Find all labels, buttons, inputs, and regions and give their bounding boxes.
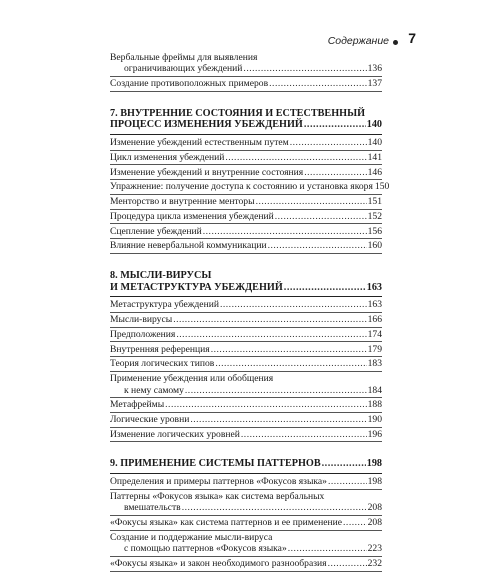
toc-line <box>110 476 382 487</box>
page-ref: 184 <box>367 384 382 396</box>
toc-line <box>110 167 382 178</box>
toc-line <box>110 344 382 355</box>
toc-entry[interactable] <box>110 167 382 178</box>
toc-entry[interactable] <box>110 181 390 193</box>
toc-entry[interactable] <box>110 78 382 89</box>
page-ref: 146 <box>367 166 382 178</box>
leader-dots <box>288 543 367 554</box>
page-ref: 198 <box>366 458 382 470</box>
toc-line <box>110 385 382 396</box>
page-ref: 141 <box>367 151 382 163</box>
leader-dots <box>322 458 366 470</box>
leader-dots <box>275 211 367 222</box>
chapter-heading[interactable] <box>110 270 382 293</box>
leader-dots <box>182 502 367 513</box>
entry-title-text: Менторство и внутренние менторы <box>110 196 255 208</box>
entry-rule <box>110 371 382 372</box>
toc-line <box>110 429 382 440</box>
entry-title-text: Паттерны «Фокусов языка» как система вербальных <box>110 490 325 502</box>
leader-dots <box>328 558 367 569</box>
entry-rule <box>110 515 382 516</box>
toc-entry[interactable] <box>110 491 382 514</box>
page-ref: 137 <box>367 78 382 90</box>
entry-title-text: к нему самому <box>124 384 184 396</box>
toc-line <box>110 358 382 369</box>
entry-rule <box>110 571 382 572</box>
toc-entry[interactable] <box>110 299 382 310</box>
leader-dots <box>220 299 367 310</box>
entry-title-text: Изменение логических уровней <box>110 428 240 440</box>
chapter-rule <box>110 296 382 297</box>
leader-dots <box>215 358 366 369</box>
leader-dots <box>256 196 367 207</box>
entry-title-text: вмешательств <box>124 502 181 514</box>
toc-line <box>110 491 382 502</box>
toc-entry[interactable] <box>110 329 382 340</box>
table-of-contents <box>110 52 390 573</box>
toc-entry[interactable] <box>110 399 382 410</box>
toc-line <box>110 414 382 425</box>
page-ref: 163 <box>367 299 382 311</box>
toc-entry[interactable] <box>110 211 382 222</box>
toc-entry[interactable] <box>110 137 382 148</box>
entry-rule <box>110 223 382 224</box>
page-ref: 150 <box>374 181 390 193</box>
leader-dots <box>284 282 366 294</box>
entry-title-text: Создание противоположных примеров <box>110 78 269 90</box>
entry-title-text: Метаструктура убеждений <box>110 299 219 311</box>
entry-title-text: Сцепление убеждений <box>110 225 202 237</box>
toc-line <box>110 458 382 470</box>
page-ref: 160 <box>367 240 382 252</box>
entry-title-text: Цикл изменения убеждений <box>110 151 225 163</box>
toc-entry[interactable] <box>110 476 382 487</box>
page-ref: 136 <box>367 63 382 75</box>
entry-rule <box>110 253 382 254</box>
leader-dots <box>225 152 366 163</box>
leader-dots <box>185 385 367 396</box>
toc-line <box>110 314 382 325</box>
toc-entry[interactable] <box>110 517 382 528</box>
entry-rule <box>110 530 382 531</box>
toc-line <box>110 63 382 74</box>
page-number: 7 <box>408 30 416 46</box>
leader-dots <box>269 78 366 89</box>
page-ref: 140 <box>366 119 382 131</box>
toc-line <box>110 119 382 131</box>
leader-dots <box>343 517 367 528</box>
entry-title-text: Внутренняя референция <box>110 343 210 355</box>
entry-rule <box>110 91 382 92</box>
page-ref: 166 <box>367 314 382 325</box>
entry-title-text: Теория логических типов <box>110 358 215 370</box>
page-ref: 196 <box>367 428 382 440</box>
toc-line <box>110 181 390 193</box>
toc-line <box>110 196 382 207</box>
chapter-title-text: 7. ВНУТРЕННИЕ СОСТОЯНИЯ И ЕСТЕСТВЕННЫЙ <box>110 107 365 119</box>
entry-title-text: Изменение убеждений и внутренние состояния <box>110 166 304 178</box>
entry-title-text: с помощью паттернов «Фокусов языка» <box>124 543 287 555</box>
page-ref: 208 <box>367 502 382 514</box>
entry-rule <box>110 164 382 165</box>
page-ref: 140 <box>367 136 382 148</box>
toc-entry[interactable] <box>110 314 382 325</box>
entry-rule <box>110 179 382 180</box>
entry-rule <box>110 356 382 357</box>
page-ref: 188 <box>367 399 382 411</box>
entry-title-text: Создание и поддержание мысли-вируса <box>110 531 273 543</box>
toc-line <box>110 399 382 410</box>
toc-line <box>110 282 382 294</box>
toc-entry[interactable] <box>110 558 382 569</box>
toc-line <box>110 270 382 282</box>
running-header: Содержание <box>327 35 389 47</box>
leader-dots <box>211 344 367 355</box>
toc-entry[interactable] <box>110 429 382 440</box>
entry-title-text: Применение убеждения или обобщения <box>110 373 274 385</box>
entry-title-text: Логические уровни <box>110 414 190 426</box>
page-ref: 223 <box>367 543 382 555</box>
toc-line <box>110 558 382 569</box>
entry-rule <box>110 194 382 195</box>
leader-dots <box>203 226 367 237</box>
toc-line <box>110 226 382 237</box>
toc-line <box>110 240 382 251</box>
entry-rule <box>110 397 382 398</box>
toc-line <box>110 543 382 554</box>
entry-rule <box>110 327 382 328</box>
page-ref: 156 <box>367 225 382 237</box>
entry-rule <box>110 238 382 239</box>
leader-dots <box>290 137 367 148</box>
toc-line <box>110 299 382 310</box>
entry-title-text: Вербальные фреймы для выявления <box>110 52 258 63</box>
entry-rule <box>110 76 382 77</box>
toc-line <box>110 373 382 384</box>
page-ref: 152 <box>367 210 382 222</box>
entry-title-text: «Фокусы языка» и закон необходимого разнообразия <box>110 558 327 569</box>
toc-entry[interactable] <box>110 196 382 207</box>
toc-entry[interactable] <box>110 52 382 75</box>
page-ref: 208 <box>367 517 382 529</box>
chapter-title-text: ПРОЦЕСС ИЗМЕНЕНИЯ УБЕЖДЕНИЙ <box>110 119 303 131</box>
header-bullet-icon <box>393 40 398 45</box>
entry-title-text: Предположения <box>110 328 176 340</box>
chapter-title-text: 8. МЫСЛИ-ВИРУСЫ <box>110 270 212 282</box>
chapter-rule <box>110 473 382 474</box>
entry-rule <box>110 209 382 210</box>
toc-entry[interactable] <box>110 344 382 355</box>
page-ref: 232 <box>367 558 382 569</box>
toc-entry[interactable] <box>110 226 382 237</box>
entry-rule <box>110 341 382 342</box>
toc-line <box>110 211 382 222</box>
entry-title-text: Процедура цикла изменения убеждений <box>110 210 274 222</box>
leader-dots <box>176 329 366 340</box>
leader-dots <box>173 314 366 325</box>
chapter-title-text: 9. ПРИМЕНЕНИЕ СИСТЕМЫ ПАТТЕРНОВ <box>110 458 321 470</box>
toc-line <box>110 517 382 528</box>
entry-title-text: «Фокусы языка» как система паттернов и ее применение <box>110 517 343 529</box>
page-ref: 190 <box>367 414 382 426</box>
toc-line <box>110 532 382 543</box>
page-ref: 179 <box>367 343 382 355</box>
page-ref: 174 <box>367 328 382 340</box>
entry-title-text: Определения и примеры паттернов «Фокусов языка» <box>110 476 327 488</box>
entry-title-text: Упражнение: получение доступа к состоянию и установка якоря <box>110 181 373 193</box>
chapter-rule <box>110 134 382 135</box>
entry-title-text: Мысли-вирусы <box>110 314 173 325</box>
toc-line <box>110 329 382 340</box>
toc-entry[interactable] <box>110 240 382 251</box>
toc-entry[interactable] <box>110 152 382 163</box>
entry-title-text: Влияние невербальной коммуникации <box>110 240 267 252</box>
toc-line <box>110 52 382 63</box>
toc-entry[interactable] <box>110 373 382 396</box>
leader-dots <box>304 167 366 178</box>
toc-line <box>110 502 382 513</box>
chapter-heading[interactable] <box>110 458 382 470</box>
toc-line <box>110 108 382 120</box>
entry-title-text: Метафреймы <box>110 399 165 411</box>
entry-rule <box>110 489 382 490</box>
entry-rule <box>110 556 382 557</box>
toc-entry[interactable] <box>110 358 382 369</box>
toc-line <box>110 78 382 89</box>
toc-line <box>110 152 382 163</box>
entry-title-text: Изменение убеждений естественным путем <box>110 136 289 148</box>
chapter-heading[interactable] <box>110 108 382 131</box>
leader-dots <box>268 240 367 251</box>
entry-rule <box>110 412 382 413</box>
toc-entry[interactable] <box>110 414 382 425</box>
entry-rule <box>110 150 382 151</box>
entry-rule <box>110 312 382 313</box>
page-ref: 163 <box>366 281 382 293</box>
leader-dots <box>328 476 367 487</box>
toc-entry[interactable] <box>110 532 382 555</box>
entry-rule <box>110 427 382 428</box>
chapter-title-text: И МЕТАСТРУКТУРА УБЕЖДЕНИЙ <box>110 281 283 293</box>
leader-dots <box>304 119 366 131</box>
page-ref: 198 <box>367 476 382 488</box>
leader-dots <box>241 429 367 440</box>
leader-dots <box>165 399 366 410</box>
entry-rule <box>110 441 382 442</box>
page-ref: 151 <box>367 196 382 208</box>
page-ref: 183 <box>367 358 382 370</box>
leader-dots <box>243 63 366 74</box>
toc-line <box>110 137 382 148</box>
entry-title-text: ограничивающих убеждений <box>124 63 243 75</box>
leader-dots <box>190 414 366 425</box>
